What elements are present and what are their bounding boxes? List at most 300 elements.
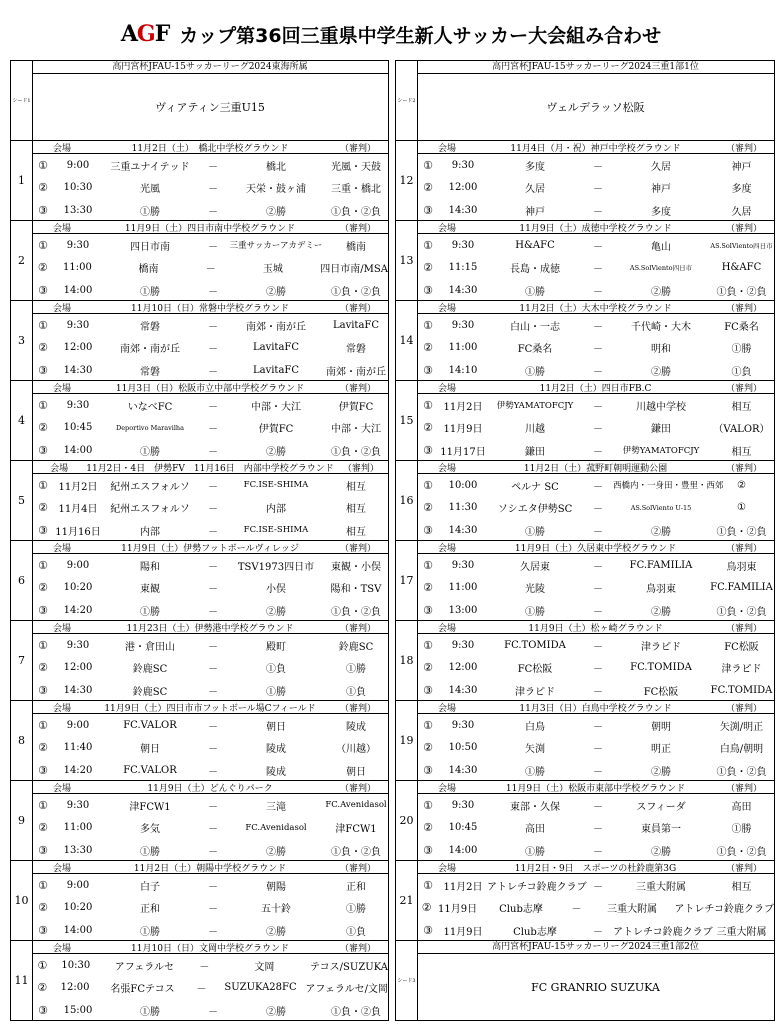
referee: 相互 bbox=[731, 881, 752, 893]
home-team: 伊勢YAMATOFCJY bbox=[496, 401, 574, 412]
referee: FC桑名 bbox=[724, 321, 759, 333]
group-block bbox=[10, 940, 389, 1021]
away-team: ①負 bbox=[266, 664, 286, 676]
match-number: ③ bbox=[423, 683, 433, 697]
referee-label: （審判） bbox=[342, 463, 379, 474]
match-time: 9:30 bbox=[451, 639, 475, 651]
match-number: ③ bbox=[423, 603, 433, 617]
match-time: 9:30 bbox=[451, 319, 475, 331]
referee: ①負・②負 bbox=[331, 206, 381, 218]
match-time: 9:00 bbox=[66, 159, 90, 171]
match-number: ③ bbox=[423, 843, 433, 857]
match-row bbox=[32, 919, 388, 942]
match-number: ② bbox=[423, 581, 433, 595]
home-team: 多気 bbox=[140, 824, 160, 836]
home-team: ①勝 bbox=[140, 926, 160, 938]
match-row bbox=[32, 394, 388, 417]
match-time: 11月2日 bbox=[443, 401, 483, 413]
match-row bbox=[32, 177, 388, 200]
away-team: 明和 bbox=[651, 344, 671, 356]
match-number: ③ bbox=[423, 283, 433, 297]
venue-label: 会場 bbox=[52, 703, 71, 714]
group-block bbox=[10, 860, 389, 940]
group-block bbox=[395, 380, 775, 460]
away-team: 陵成 bbox=[266, 766, 286, 778]
versus-dash: － bbox=[208, 801, 218, 813]
seed-team: ヴィアティン三重U15 bbox=[155, 101, 265, 114]
group-number: 20 bbox=[396, 781, 418, 860]
match-time: 11月16日 bbox=[55, 526, 101, 538]
match-number: ① bbox=[423, 798, 433, 812]
match-number: ① bbox=[38, 158, 48, 172]
match-row bbox=[417, 234, 774, 257]
match-time: 10:30 bbox=[63, 182, 93, 194]
match-time: 11:15 bbox=[448, 262, 478, 274]
venue-date: 11月9日（土）松阪市東部中学校グラウンド bbox=[505, 783, 686, 794]
home-team: アトレチコ鈴鹿クラブ bbox=[487, 881, 587, 893]
venue-date: 11月2日・9日 スポーツの杜鈴鹿第3G bbox=[514, 863, 677, 874]
versus-dash: － bbox=[593, 264, 603, 276]
home-team: 久居 bbox=[525, 184, 545, 196]
venue-label: 会場 bbox=[52, 223, 71, 234]
versus-dash: － bbox=[208, 744, 218, 756]
seed-league: 高円宮杯JFAU-15サッカーリーグ2024三重1部2位 bbox=[417, 941, 774, 954]
venue-header bbox=[32, 301, 388, 314]
versus-dash: － bbox=[208, 561, 218, 573]
away-team: 文岡 bbox=[254, 961, 275, 973]
referee: 相互 bbox=[346, 504, 366, 516]
away-team: 東員第一 bbox=[641, 824, 681, 836]
group-number: 11 bbox=[11, 941, 33, 1020]
home-team: 川越 bbox=[525, 424, 545, 436]
versus-dash: － bbox=[593, 744, 603, 756]
match-row bbox=[417, 919, 774, 942]
match-time: 9:30 bbox=[451, 799, 475, 811]
home-team: 東部・久保 bbox=[510, 801, 560, 813]
match-row bbox=[417, 417, 774, 440]
group-block bbox=[395, 700, 775, 780]
versus-dash: － bbox=[593, 801, 603, 813]
home-team: 内部 bbox=[140, 526, 160, 538]
away-team: TSV1973四日市 bbox=[237, 561, 315, 573]
group-number: 4 bbox=[11, 381, 33, 460]
match-time: 10:20 bbox=[63, 582, 93, 594]
match-number: ① bbox=[423, 158, 433, 172]
home-team: 白鳥 bbox=[525, 721, 545, 733]
match-number: ② bbox=[38, 741, 48, 755]
match-number: ② bbox=[421, 901, 432, 915]
group-block bbox=[395, 780, 775, 860]
match-time: 11:00 bbox=[63, 822, 93, 834]
home-team: ①勝 bbox=[140, 286, 160, 298]
venue-header bbox=[417, 301, 774, 314]
home-team: 矢渕 bbox=[525, 744, 545, 756]
home-team: 朝日 bbox=[140, 744, 160, 756]
match-row bbox=[32, 497, 388, 520]
group-number: 14 bbox=[396, 301, 418, 380]
referee: （川越） bbox=[336, 744, 376, 756]
versus-dash: － bbox=[593, 641, 603, 653]
referee: FC.TOMIDA bbox=[710, 684, 773, 696]
match-time: 9:00 bbox=[66, 879, 90, 891]
referee: ①勝 bbox=[731, 824, 752, 836]
group-number: 16 bbox=[396, 461, 418, 540]
referee: 白鳥/朝明 bbox=[719, 744, 764, 756]
match-row bbox=[417, 599, 774, 622]
match-time: 14:30 bbox=[63, 684, 93, 696]
away-team: 小俣 bbox=[266, 584, 286, 596]
match-row bbox=[417, 657, 774, 680]
venue-label: 会場 bbox=[52, 623, 71, 634]
match-row bbox=[417, 737, 774, 760]
referee-label: （審判） bbox=[339, 383, 376, 394]
away-team: 三滝 bbox=[266, 801, 286, 813]
referee: 矢渕/明正 bbox=[719, 721, 764, 733]
away-team: 多度 bbox=[651, 206, 671, 218]
match-number: ① bbox=[38, 878, 48, 892]
match-time: 9:30 bbox=[66, 239, 90, 251]
away-team: スフィーダ bbox=[636, 801, 686, 813]
match-number: ③ bbox=[38, 923, 48, 937]
referee-label: （審判） bbox=[725, 623, 762, 634]
group-number: 21 bbox=[396, 861, 418, 940]
match-time: 9:00 bbox=[66, 719, 90, 731]
venue-date: 11月9日（土）久居東中学校グラウンド bbox=[514, 543, 677, 554]
versus-dash: － bbox=[208, 241, 218, 253]
group-number: 2 bbox=[11, 221, 33, 300]
away-team: FC.TOMIDA bbox=[630, 662, 692, 674]
venue-header bbox=[32, 861, 388, 874]
match-number: ① bbox=[38, 238, 48, 252]
match-time: 11月2日 bbox=[443, 881, 483, 893]
home-team: 光陵 bbox=[525, 584, 545, 596]
versus-dash: － bbox=[593, 504, 603, 516]
referee: テコス/SUZUKA bbox=[310, 961, 388, 973]
match-row bbox=[32, 657, 388, 680]
referee-label: （審判） bbox=[339, 863, 376, 874]
match-time: 9:30 bbox=[451, 159, 475, 171]
referee-label: （審判） bbox=[339, 623, 376, 634]
referee-label: （審判） bbox=[339, 783, 376, 794]
away-team: 五十鈴 bbox=[261, 904, 291, 916]
versus-dash: － bbox=[593, 241, 603, 253]
home-team: ①勝 bbox=[140, 1006, 160, 1018]
referee: ① bbox=[737, 502, 746, 514]
group-number: 18 bbox=[396, 621, 418, 700]
venue-date: 11月9日（土）四日市市フットボール場Cフィールド bbox=[104, 703, 316, 714]
match-row bbox=[32, 897, 388, 920]
referee: （VALOR） bbox=[713, 424, 770, 436]
match-row bbox=[32, 999, 388, 1022]
referee: 陽和・TSV bbox=[330, 584, 382, 596]
match-time: 10:00 bbox=[448, 479, 478, 491]
venue-date: 11月10日（日）文岡中学校グラウンド bbox=[131, 943, 289, 954]
referee: 鈴鹿SC bbox=[338, 641, 374, 653]
venue-label: 会場 bbox=[437, 703, 456, 714]
document-title bbox=[0, 18, 782, 50]
versus-dash: － bbox=[593, 424, 603, 436]
home-team: 東観 bbox=[140, 584, 160, 596]
away-team: AS.SolViento U-15 bbox=[630, 503, 692, 512]
versus-dash: － bbox=[593, 344, 603, 356]
home-team: FC.VALOR bbox=[123, 764, 177, 776]
referee: FC松阪 bbox=[724, 641, 759, 653]
home-team: 常磐 bbox=[140, 321, 160, 333]
match-time: 15:00 bbox=[63, 1004, 93, 1016]
match-time: 14:30 bbox=[448, 764, 478, 776]
venue-header bbox=[417, 621, 774, 634]
home-team: 名張FCテコス bbox=[110, 984, 175, 996]
match-number: ③ bbox=[38, 363, 48, 377]
home-team: 南郊・南が丘 bbox=[120, 344, 180, 356]
match-number: ① bbox=[38, 398, 48, 412]
match-time: 9:30 bbox=[66, 319, 90, 331]
referee: H&AFC bbox=[721, 262, 762, 274]
venue-header bbox=[32, 621, 388, 634]
away-team: 玉城 bbox=[262, 264, 283, 276]
away-team: 朝陽 bbox=[266, 881, 286, 893]
away-team: ②勝 bbox=[651, 766, 671, 778]
referee: ② bbox=[737, 479, 746, 491]
home-team: ①勝 bbox=[525, 366, 545, 378]
home-team: Deportivo Maravilha bbox=[116, 423, 184, 432]
venue-label: 会場 bbox=[437, 543, 456, 554]
group-number: 12 bbox=[396, 141, 418, 220]
referee: LavitaFC bbox=[332, 319, 380, 331]
referee: 橋南 bbox=[346, 241, 366, 253]
venue-date: 11月2日（土）四日市FB.C bbox=[539, 383, 652, 394]
match-row bbox=[32, 314, 388, 337]
away-team: 亀山 bbox=[651, 241, 671, 253]
referee-label: （審判） bbox=[725, 863, 762, 874]
group-block bbox=[10, 220, 389, 300]
venue-label: 会場 bbox=[52, 543, 71, 554]
venue-header bbox=[32, 701, 388, 714]
group-number: 9 bbox=[11, 781, 33, 860]
venue-label: 会場 bbox=[52, 143, 71, 154]
match-time: 11:00 bbox=[448, 342, 478, 354]
match-row bbox=[417, 474, 774, 497]
referee: 光風・天鼓 bbox=[331, 161, 381, 173]
referee: ①負・②負 bbox=[716, 606, 767, 618]
group-number: 6 bbox=[11, 541, 33, 620]
group-block bbox=[10, 700, 389, 780]
away-team: 殿町 bbox=[266, 641, 286, 653]
match-number: ② bbox=[38, 421, 48, 435]
match-row bbox=[32, 874, 388, 897]
venue-label: 会場 bbox=[437, 303, 456, 314]
match-row bbox=[32, 634, 388, 657]
referee-label: （審判） bbox=[339, 543, 376, 554]
venue-date: 11月9日（土）成徳中学校グラウンド bbox=[519, 223, 672, 234]
seed-block bbox=[395, 940, 775, 1021]
match-number: ① bbox=[423, 718, 433, 732]
referee: 南郊・南が丘 bbox=[326, 366, 386, 378]
match-row bbox=[417, 634, 774, 657]
match-time: 9:30 bbox=[66, 799, 90, 811]
venue-label: 会場 bbox=[52, 383, 71, 394]
away-team: 伊賀FC bbox=[258, 424, 294, 436]
match-number: ② bbox=[38, 821, 48, 835]
match-time: 9:30 bbox=[451, 239, 475, 251]
match-time: 10:50 bbox=[448, 742, 478, 754]
versus-dash: － bbox=[208, 401, 218, 413]
away-team: ②勝 bbox=[651, 606, 671, 618]
venue-date: 11月3日（日）白鳥中学校グラウンド bbox=[519, 703, 672, 714]
match-row bbox=[32, 257, 388, 280]
home-team: Club志摩 bbox=[513, 926, 557, 938]
versus-dash: － bbox=[208, 184, 218, 196]
match-number: ① bbox=[423, 638, 433, 652]
match-number: ② bbox=[423, 181, 433, 195]
match-time: 9:30 bbox=[451, 559, 475, 571]
match-row bbox=[417, 679, 774, 702]
home-team: いなべFC bbox=[127, 401, 173, 413]
venue-header bbox=[32, 941, 388, 954]
home-team: 鈴鹿SC bbox=[132, 686, 168, 698]
venue-date: 11月4日（月・祝）神戸中学校グラウンド bbox=[510, 143, 681, 154]
away-team: 鳥羽東 bbox=[646, 584, 676, 596]
versus-dash: － bbox=[196, 984, 207, 996]
versus-dash: － bbox=[208, 664, 218, 676]
versus-dash: － bbox=[208, 1006, 218, 1018]
away-team: 南郊・南が丘 bbox=[246, 321, 306, 333]
match-row bbox=[32, 817, 388, 840]
versus-dash: － bbox=[593, 321, 603, 333]
referee-label: （審判） bbox=[725, 143, 762, 154]
match-row bbox=[32, 279, 388, 302]
versus-dash: － bbox=[593, 766, 603, 778]
versus-dash: － bbox=[593, 881, 603, 893]
match-time: 11月2日 bbox=[58, 481, 98, 493]
group-number: 10 bbox=[11, 861, 33, 940]
versus-dash: － bbox=[208, 584, 218, 596]
group-block bbox=[10, 380, 389, 460]
match-number: ② bbox=[38, 661, 48, 675]
home-team: Club志摩 bbox=[499, 904, 543, 916]
referee: ①負・②負 bbox=[331, 446, 381, 458]
referee-label: （審判） bbox=[339, 943, 376, 954]
venue-label: 会場 bbox=[52, 783, 71, 794]
match-row bbox=[417, 759, 774, 782]
referee: 相互 bbox=[731, 446, 752, 458]
versus-dash: － bbox=[593, 686, 603, 698]
venue-header bbox=[32, 781, 388, 794]
referee: 相互 bbox=[731, 401, 752, 413]
group-number: 8 bbox=[11, 701, 33, 780]
versus-dash: － bbox=[593, 606, 603, 618]
versus-dash: － bbox=[208, 846, 218, 858]
match-row bbox=[32, 417, 388, 440]
match-row bbox=[32, 359, 388, 382]
match-number: ② bbox=[423, 821, 433, 835]
match-row bbox=[32, 599, 388, 622]
group-number: 19 bbox=[396, 701, 418, 780]
match-number: ② bbox=[38, 341, 48, 355]
versus-dash: － bbox=[208, 481, 218, 493]
home-team: ①勝 bbox=[140, 606, 160, 618]
away-team: FC.FAMILIA bbox=[629, 559, 693, 571]
group-block bbox=[395, 300, 775, 380]
match-number: ③ bbox=[38, 283, 48, 297]
referee-label: （審判） bbox=[339, 223, 376, 234]
match-number: ② bbox=[38, 181, 48, 195]
home-team: 長島・成徳 bbox=[510, 264, 560, 276]
group-block bbox=[395, 220, 775, 300]
referee: ①負・②負 bbox=[716, 766, 767, 778]
referee-label: （審判） bbox=[339, 303, 376, 314]
referee: 東観・小俣 bbox=[331, 561, 381, 573]
versus-dash: － bbox=[208, 824, 218, 836]
group-number: 7 bbox=[11, 621, 33, 700]
match-number: ② bbox=[37, 261, 48, 275]
venue-header bbox=[417, 141, 774, 154]
versus-dash: － bbox=[208, 766, 218, 778]
referee: ①負 bbox=[731, 366, 752, 378]
referee: 伊賀FC bbox=[338, 401, 374, 413]
match-row bbox=[32, 337, 388, 360]
away-team: ②勝 bbox=[266, 206, 286, 218]
versus-dash: － bbox=[593, 846, 603, 858]
group-number: 17 bbox=[396, 541, 418, 620]
match-time: 12:00 bbox=[63, 342, 93, 354]
venue-date: 11月3日（日）松阪市立中部中学校グラウンド bbox=[115, 383, 305, 394]
match-time: 10:20 bbox=[63, 902, 93, 914]
match-time: 14:20 bbox=[63, 604, 93, 616]
referee: 津FCW1 bbox=[335, 824, 377, 836]
home-team: ソシエタ伊勢SC bbox=[497, 504, 573, 516]
versus-dash: － bbox=[208, 904, 218, 916]
match-row bbox=[417, 839, 774, 862]
match-time: 11月9日 bbox=[438, 904, 478, 916]
referee-label: （審判） bbox=[725, 703, 762, 714]
home-team: 鎌田 bbox=[525, 446, 545, 458]
away-team: ②勝 bbox=[651, 526, 671, 538]
versus-dash: － bbox=[593, 401, 603, 413]
match-row bbox=[32, 474, 388, 497]
match-number: ③ bbox=[423, 763, 433, 777]
page-title: カップ第36回三重県中学生新人サッカー大会組み合わせ bbox=[179, 24, 662, 47]
away-team: 三重大附属 bbox=[607, 904, 658, 916]
venue-header bbox=[32, 541, 388, 554]
away-team: FC松阪 bbox=[643, 686, 679, 698]
versus-dash: － bbox=[208, 344, 218, 356]
referee: 三重大附属 bbox=[716, 926, 767, 938]
home-team: 紀州エスフォルソ bbox=[110, 504, 190, 516]
match-row bbox=[32, 519, 388, 542]
away-team: LavitaFC bbox=[252, 342, 300, 354]
referee: 相互 bbox=[346, 526, 366, 538]
referee-label: （審判） bbox=[725, 303, 762, 314]
versus-dash: － bbox=[593, 824, 603, 836]
referee-label: （審判） bbox=[725, 783, 762, 794]
match-number: ① bbox=[423, 558, 433, 572]
group-block bbox=[10, 780, 389, 860]
group-number: 3 bbox=[11, 301, 33, 380]
match-number: ③ bbox=[423, 203, 433, 217]
versus-dash: － bbox=[593, 206, 603, 218]
home-team: 光風 bbox=[140, 184, 160, 196]
match-row bbox=[32, 577, 388, 600]
match-row bbox=[417, 439, 774, 462]
match-time: 14:30 bbox=[448, 284, 478, 296]
away-team: 神戸 bbox=[651, 184, 671, 196]
referee: 常磐 bbox=[346, 344, 366, 356]
group-block bbox=[10, 300, 389, 380]
match-number: ① bbox=[38, 638, 48, 652]
referee: ①負・②負 bbox=[331, 606, 381, 618]
match-time: 14:00 bbox=[63, 284, 93, 296]
